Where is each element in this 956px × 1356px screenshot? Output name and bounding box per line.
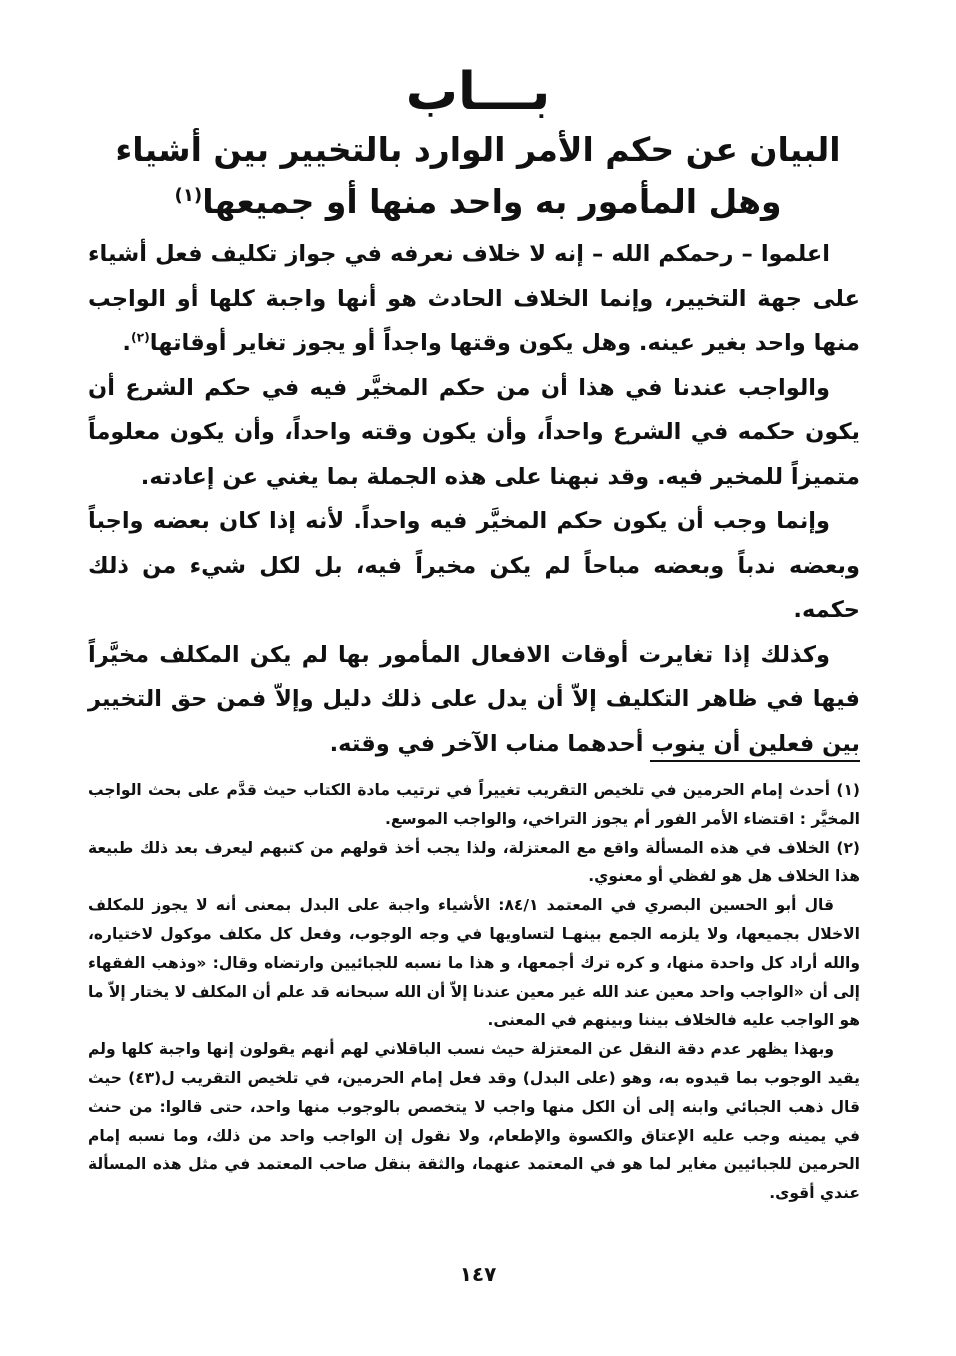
- body-text: [88, 232, 860, 766]
- footnote-ref-1: (١): [174, 185, 203, 206]
- chapter-label: بـــاب: [405, 62, 551, 122]
- footnote-2-continued-1: قال أبو الحسين البصري في المعتمد ٨٤/١: الأشياء واجبة على البدل بمعنى أنه لا يجوز للمكلف الاخلال بجميعها، ولا يلزمه الجمع بينهـا لتساويها في وجه الوجوب، وفعل كل مكلف موكول لاختياره، والله أراد كل واحدة منها، و كره ترك أجمعها، و هذا ما نسبه للجبائيين وارتضاه وقال: «وذهب الفقهاء إلى أن «الواجب واحد معين عند الله غير معين عندنا إلاّ أن الله سبحانه قد علم أن المكلف لا يختار إلاّ ما هو الواجب عليه فالخلاف بيننا وبينهم في المعنى.: [88, 896, 860, 1030]
- page-number: ١٤٧: [459, 1262, 497, 1286]
- footnote-2: (٢) الخلاف في هذه المسألة واقع مع المعتزلة، ولذا يجب أخذ قولهم من كتبهم ليعرف بعد ذلك طبيعة هذا الخلاف هل هو لفظي أو معنوي.: [88, 838, 860, 886]
- footnote-1: (١) أحدث إمام الحرمين في تلخيص التقريب تغييراً في ترتيب مادة الكتاب حيث قدَّم على بحث الواجب المخيَّر : اقتضاء الأمر الفور أم يجوز التراخي، والواجب الموسع.: [88, 781, 860, 828]
- paragraph-4: وكذلك إذا تغايرت أوقات الافعال المأمور بها لم يكن المكلف مخيَّراً فيها في ظاهر التكليف إلاّ أن يدل على ذلك دليل وإلاّ فمن حق التخيير بين فعلين أن ينوب أحدهما مناب الآخر في وقته.: [88, 641, 860, 757]
- footnote-separator: [650, 760, 860, 762]
- paragraph-1-text: اعلموا – رحمكم الله – إنه لا خلاف نعرفه في جواز تكليف فعل أشياء على جهة التخيير، وإنما الخلاف الحادث هو أنها واجبة كلها أو الواجب منها واحد بغير عينه. وهل يكون وقتها واجداً أو يجوز تغاير أوقاتها: [88, 241, 860, 356]
- paragraph-1-end: .: [122, 330, 131, 356]
- paragraph-2: والواجب عندنا في هذا أن من حكم المخيَّر فيه في حكم الشرع أن يكون حكمه في الشرع واحداً، وأن يكون وقته واحداً، وأن يكون معلوماً متميزاً للمخير فيه. وقد نبهنا على هذه الجملة بما يغني عن إعادته.: [88, 374, 860, 490]
- chapter-title-line-2-text: وهل المأمور به واحد منها أو جميعها: [202, 182, 782, 221]
- paragraph-3: وإنما وجب أن يكون حكم المخيَّر فيه واحداً. لأنه إذا كان بعضه واجباً وبعضه ندباً وبعضه مباحاً لم يكن مخيراً فيه، بل لكل شيء من ذلك حكمه.: [88, 508, 860, 623]
- chapter-title-line-1: البيان عن حكم الأمر الوارد بالتخيير بين أشياء: [115, 130, 841, 169]
- chapter-title-line-2: [60, 180, 896, 224]
- footnote-ref-2: (٢): [130, 330, 150, 345]
- footnotes: [88, 776, 860, 1208]
- paragraph-1: [88, 232, 860, 366]
- footnote-2-continued-2: وبهذا يظهر عدم دقة النقل عن المعتزلة حيث نسب الباقلاني لهم أنهم يقولون إنها واجبة كلها ولم يقيد الوجوب بما قيدوه به، وهو (على البدل) وقد فعل إمام الحرمين، في تلخيص التقريب ل(٤٣) حيث قال ذهب الجبائي وابنه إلى أن الكل منها واجب لا يتخصص بالوجوب منها واحد، حتى قالوا: من حنث في يمينه وجب عليه الإعتاق والكسوة والإطعام، ولا نقول إن الواجب واحد من ذلك، وما نسبه إمام الحرمين للجبائيين مغاير لما هو في المعتمد عنهما، والثقة بنقل صاحب المعتمد في مثل هذه المسألة عندي أقوى.: [88, 1040, 860, 1203]
